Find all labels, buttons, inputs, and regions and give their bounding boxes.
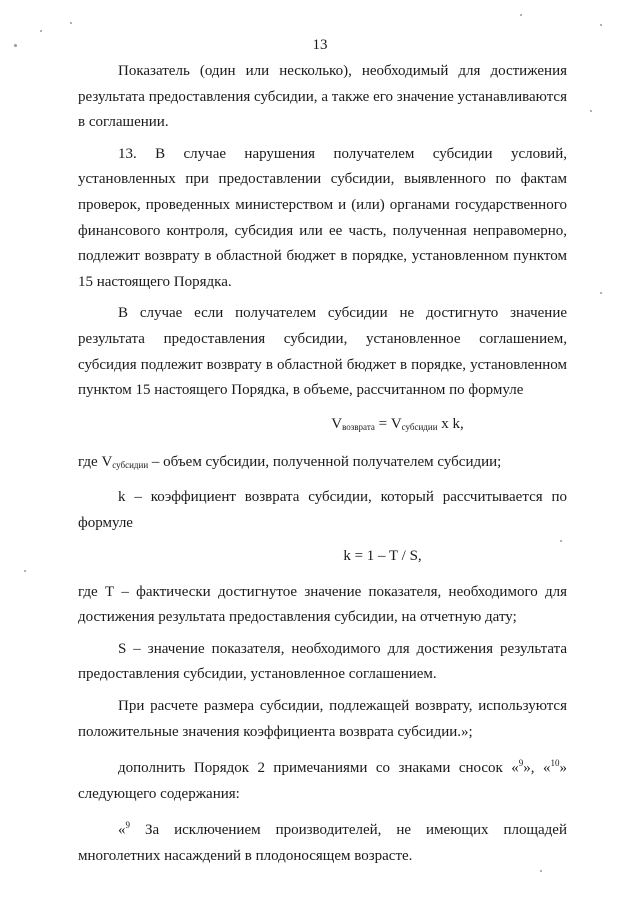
add-fn-a: дополнить Порядок 2 примечаниями со знаками сносок « [118,760,519,777]
scan-speck [520,14,522,16]
scan-speck [560,540,562,542]
scan-speck [590,110,592,112]
scan-speck [540,870,542,872]
paragraph-s-definition: S – значение показателя, необходимого для достижения результата предоставления субсидии, установленное соглашением. [78,640,567,683]
paragraph-add-footnotes [78,751,567,807]
add-fn-c: » следующего содержания: [78,760,567,802]
formula-k: k = 1 – T / S, [343,548,422,565]
paragraph-not-achieved: В случае если получателем субсидии не достигнуто значение результата предоставления субсидии, установленное соглашением, субсидия подлежит возврату в областной бюджет в порядке, установленном пунктом 15 настоящего Порядка, в объеме, рассчитанном по формуле [78,305,567,399]
fn9-text: За исключением производителей, не имеющих площадей многолетних насаждений в плодоносящем возрасте. [78,822,567,865]
page-number: 13 [312,37,328,53]
paragraph-13: 13. В случае нарушения получателем субсидии условий, установленных при предоставлении субсидии, выявленного по фактам проверок, проведенных министерством и (или) органами государственного финансового контроля, субсидия или ее часть, полученная неправомерно, подлежит возврату в областной бюджет в порядке, установленном пунктом 15 настоящего Порядка. [78,145,567,290]
formula-sub-refund: возврата [342,421,375,432]
paragraph-v-definition [78,450,567,479]
paragraph-positive-values: При расчете размера субсидии, подлежащей возврату, используются положительные значения коэффициента возврата субсидии.»; [78,698,567,740]
formula-eq: = V [374,415,402,432]
paragraph-k-definition: k – коэффициент возврата субсидии, который рассчитывается по формуле [78,488,567,531]
scan-speck [70,22,72,24]
formula-sub-subsidy: субсидии [401,421,438,432]
paragraph-indicator: Показатель (один или несколько), необходимый для достижения результата предоставления субсидии, а также его значение устанавливаются в соглашении. [78,63,567,131]
scan-speck [14,44,17,47]
paragraph-t-definition: где Т – фактически достигнутое значение показателя, необходимого для достижения результата предоставления субсидии, на отчетную дату; [78,583,567,626]
fn9-open: « [118,822,126,839]
footnote-mark-9: 9 [518,758,524,769]
paragraph-footnote-9 [78,813,567,869]
add-fn-b: », « [523,760,551,777]
scan-speck [600,292,602,294]
document-body [78,59,567,870]
formula-v: V [331,415,343,432]
footnote-mark-10: 10 [550,758,560,769]
scan-speck [24,570,26,572]
fn9-mark: 9 [125,820,130,831]
v-def-start: где V [78,454,113,471]
v-def-sub: субсидии [112,460,149,471]
formula-end: x k, [437,415,464,432]
formula-refund-volume [78,404,567,451]
scan-speck [600,24,602,26]
v-def-end: – объем субсидии, полученной получателем субсидии; [148,454,502,471]
scan-speck [40,30,42,32]
